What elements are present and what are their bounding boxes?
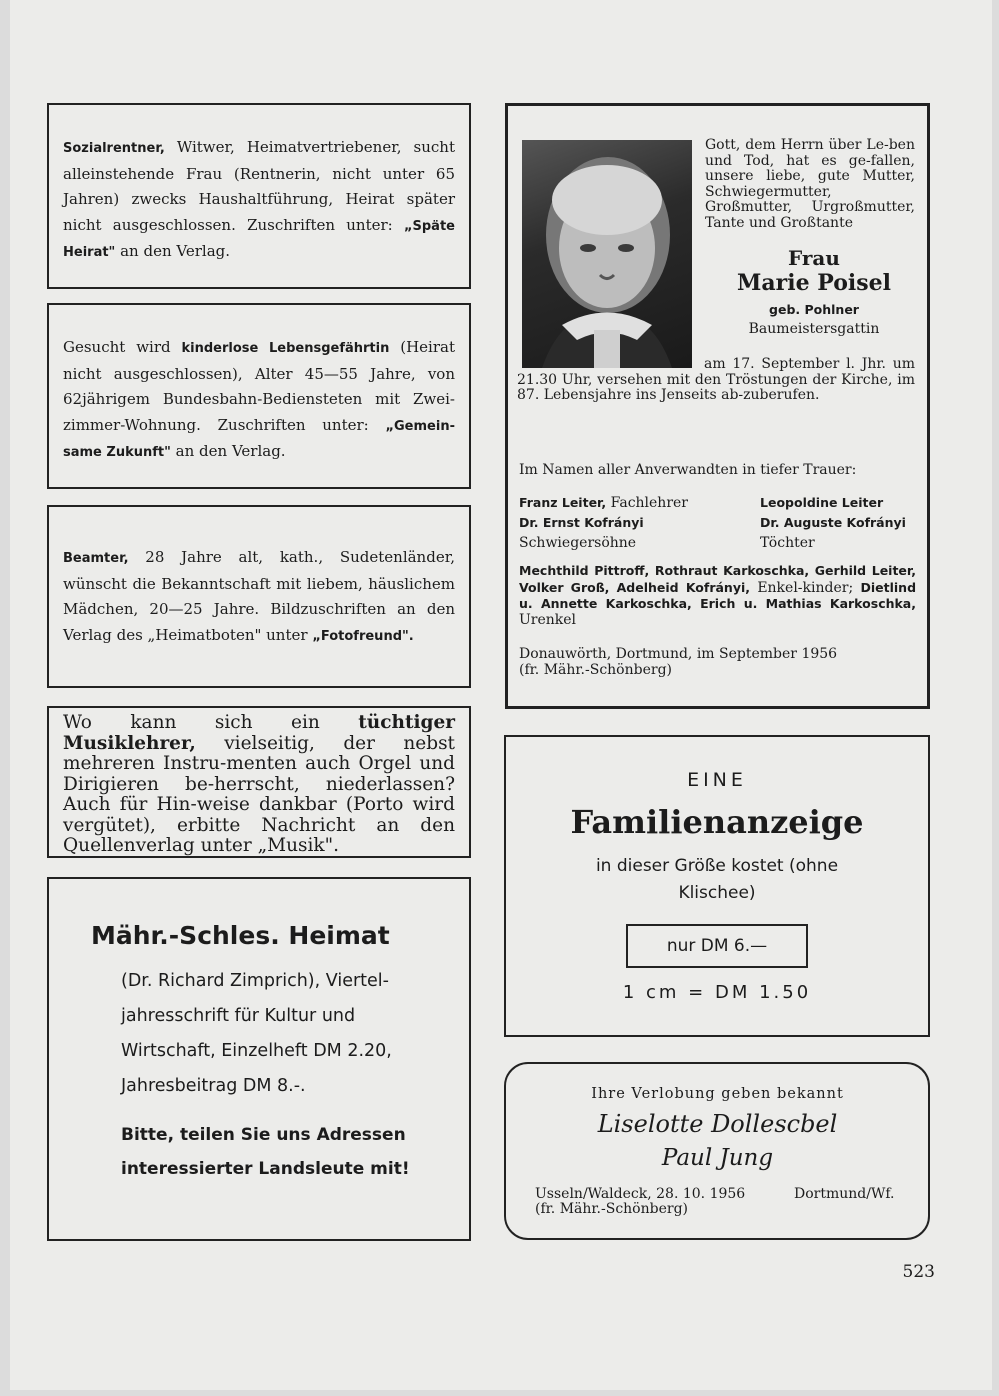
ad1-text: Witwer, Heimatvertriebener, sucht alleinstehende Frau (Rentnerin, nicht unter 65 Jahren) zwecks Haushaltführung, Heirat später nicht ausgeschlossen. Zuschriften unter: <box>63 138 455 234</box>
ad2-text: Gesucht wird <box>63 338 171 356</box>
ad2-code: „Gemein-same Zukunft" <box>63 418 455 460</box>
obit-name: Marie Poisel <box>737 270 891 296</box>
obit-grandchildren-label: Enkel-kinder; <box>757 579 854 596</box>
obit-son1-role: Fachlehrer <box>610 495 688 511</box>
ad2-bold: kinderlose Lebensgefährtin <box>181 341 390 356</box>
ad2-text2: (Heirat nicht ausgeschlossen), Alter 45—55 Jahre, von 62jährigem Bundesbahn-Bediensteten mit Zwei-zimmer-Wohnung. Zuschriften unter: <box>63 338 455 434</box>
ad2-text3: an den Verlag. <box>175 442 286 460</box>
obit-role: Baumeistersgattin <box>748 321 880 337</box>
ad-familienanzeige <box>504 735 930 1037</box>
ad4-text: Wo kann sich ein <box>63 712 320 733</box>
obit-birth: geb. Pohlner <box>769 302 859 317</box>
ad5-title: Mähr.-Schles. Heimat <box>91 921 390 950</box>
obit-great-grandchildren-label: Urenkel <box>519 611 577 628</box>
ad-musiklehrer <box>47 706 471 858</box>
obit-mourning: Im Namen aller Anverwandten in tiefer Trauer: <box>519 462 857 478</box>
ad5-line4: Jahresbeitrag DM 8.-. <box>121 1076 306 1096</box>
obit-place-line2: (fr. Mähr.-Schönberg) <box>519 661 672 678</box>
obit-date: am 17. September l. Jhr. um 21.30 Uhr, versehen mit den Tröstungen der Kirche, im 87. Lebensjahre ins Jenseits ab-zuberufen. <box>517 356 915 403</box>
engagement-line: Ihre Verlobung geben bekannt <box>591 1086 844 1102</box>
obit-daughter1: Leopoldine Leiter <box>760 495 884 510</box>
obit-daughter2: Dr. Auguste Kofrányi <box>760 515 906 530</box>
ad5-call1: Bitte, teilen Sie uns Adressen <box>121 1125 406 1145</box>
family-ad-price: nur DM 6.— <box>626 924 808 968</box>
family-ad-line2: Klischee) <box>678 883 756 903</box>
family-ad-title: Familienanzeige <box>570 803 864 841</box>
ad1-code: „Späte Heirat" <box>63 218 455 260</box>
obit-grandchildren-names: Mechthild Pittroff, Rothraut Karkoschka, Gerhild Leiter, Volker Groß, Adelheid Kofrányi, <box>519 563 916 595</box>
ad1-text-end: an den Verlag. <box>120 242 231 260</box>
obit-son1: Franz Leiter, <box>519 495 607 510</box>
engagement-loc1: Usseln/Waldeck, 28. 10. 1956 <box>535 1186 746 1202</box>
ad5-call2: interessierter Landsleute mit! <box>121 1159 410 1179</box>
ad3-text: 28 Jahre alt, kath., Sudetenländer, wünscht die Bekanntschaft mit liebem, häuslichem Mädchen, 20—25 Jahre. Bildzuschriften an den Verlag des „Heimatboten" unter <box>63 548 455 644</box>
ad5-line1: (Dr. Richard Zimprich), Viertel- <box>121 971 389 991</box>
obit-great-grandchildren-names: Dietlind u. Annette Karkoschka, Erich u. Mathias Karkoschka, <box>519 579 917 611</box>
page-number: 523 <box>902 1262 935 1282</box>
obit-sons-in-law <box>519 493 749 553</box>
ad3-code: „Fotofreund". <box>312 628 414 644</box>
family-ad-eine: EINE <box>687 769 747 791</box>
obit-daughters-caption: Töchter <box>760 535 815 551</box>
ad-beamter <box>47 505 471 688</box>
ad1-title: Sozialrentner, <box>63 141 165 156</box>
obit-sons-caption: Schwiegersöhne <box>519 535 637 551</box>
obit-intro: Gott, dem Herrn über Le-ben und Tod, hat es ge-fallen, unsere liebe, gute Mutter, Schwiegermutter, Großmutter, Urgroßmutter, Tante und Großtante <box>705 137 915 231</box>
obit-place <box>519 647 919 678</box>
obit-grandchildren <box>519 563 916 628</box>
obit-place-line1: Donauwörth, Dortmund, im September 1956 <box>519 646 838 662</box>
ad-lebensgefaehrtin <box>47 303 471 489</box>
ad5-line2: jahresschrift für Kultur und <box>121 1006 356 1026</box>
family-ad-rate: 1 cm = DM 1.50 <box>622 982 812 1003</box>
ad3-title: Beamter, <box>63 551 129 566</box>
obit-salutation: Frau <box>788 246 840 270</box>
ad-heimat-magazine <box>47 877 471 1241</box>
ad4-text2: vielseitig, der nebst mehreren Instru-menten auch Orgel und Dirigieren be-herrscht, niederlassen? Auch für Hin-weise dankbar (Porto wird vergütet), erbitte Nachricht an den Quellenverlag unter „Musik". <box>63 732 455 856</box>
ad-sozialrentner <box>47 103 471 289</box>
obit-daughters <box>760 493 920 553</box>
portrait-illustration <box>522 140 692 368</box>
engagement-loc3: (fr. Mähr.-Schönberg) <box>535 1201 688 1217</box>
family-ad-line1: in dieser Größe kostet (ohne <box>595 856 839 876</box>
ad5-line3: Wirtschaft, Einzelheft DM 2.20, <box>121 1041 392 1061</box>
obit-son2: Dr. Ernst Kofrányi <box>519 515 644 530</box>
engagement-name2: Paul Jung <box>661 1145 774 1171</box>
engagement-loc2: Dortmund/Wf. <box>794 1186 895 1202</box>
portrait-photo <box>522 140 692 368</box>
ad4-bold: tüchtiger Musiklehrer, <box>63 712 455 754</box>
engagement-name1: Liselotte Dollescbel <box>597 1110 838 1138</box>
